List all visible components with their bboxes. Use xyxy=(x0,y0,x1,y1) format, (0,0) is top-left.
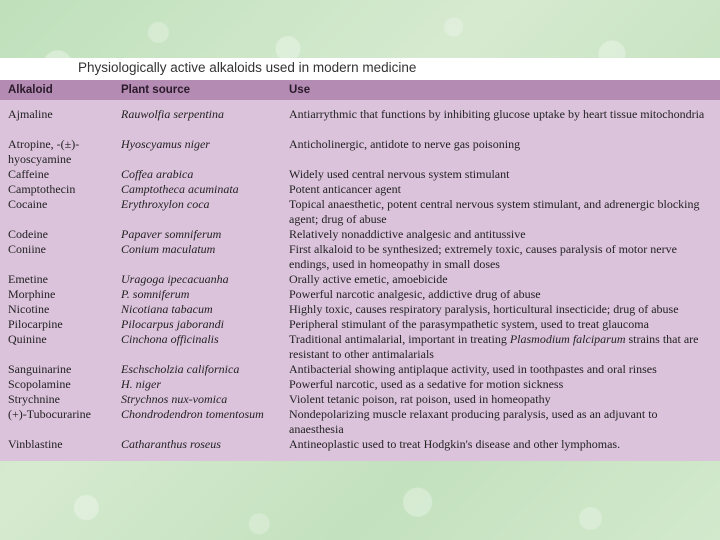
table-row xyxy=(0,287,720,302)
plant-source: Nicotiana tabacum xyxy=(121,302,213,316)
alkaloid-use: Highly toxic, causes respiratory paralysis, horticultural insecticide; drug of abuse xyxy=(289,302,679,316)
use-text-before: Traditional antimalarial, important in treating xyxy=(289,332,510,346)
table-row xyxy=(0,107,720,137)
table-row xyxy=(0,377,720,392)
plant-source: H. niger xyxy=(121,377,161,391)
alkaloid-use: Topical anaesthetic, potent central nervous system stimulant, and adrenergic blocking agent; drug of abuse xyxy=(289,197,700,226)
alkaloid-name: Emetine xyxy=(8,272,48,286)
alkaloid-use: Nondepolarizing muscle relaxant producing paralysis, used as an adjuvant to anaesthesia xyxy=(289,407,658,436)
alkaloid-use: Potent anticancer agent xyxy=(289,182,401,196)
plant-source: Rauwolfia serpentina xyxy=(121,107,224,121)
header-alkaloid: Alkaloid xyxy=(8,84,53,96)
plant-source: Hyoscyamus niger xyxy=(121,137,210,151)
plant-source: Chondrodendron tomentosum xyxy=(121,407,264,421)
alkaloid-name: Quinine xyxy=(8,332,47,346)
use-text-after: strains that are resistant to other antimalarials xyxy=(289,332,699,361)
caption-band xyxy=(0,58,720,80)
alkaloid-name: Ajmaline xyxy=(8,107,53,121)
alkaloid-use: Anticholinergic, antidote to nerve gas poisoning xyxy=(289,137,521,151)
alkaloid-name: Sanguinarine xyxy=(8,362,72,376)
table-row xyxy=(0,332,720,362)
table-row xyxy=(0,362,720,377)
alkaloid-use: Widely used central nervous system stimulant xyxy=(289,167,510,181)
table-row xyxy=(0,167,720,182)
alkaloid-name: Morphine xyxy=(8,287,56,301)
alkaloid-name: Nicotine xyxy=(8,302,50,316)
alkaloid-use: Orally active emetic, amoebicide xyxy=(289,272,448,286)
plant-source: Eschscholzia californica xyxy=(121,362,240,376)
alkaloid-use: Relatively nonaddictive analgesic and antitussive xyxy=(289,227,526,241)
alkaloid-name: Atropine, -(±)-hyoscyamine xyxy=(8,137,80,166)
alkaloid-use xyxy=(289,332,714,362)
plant-source: Conium maculatum xyxy=(121,242,216,256)
alkaloid-name: Pilocarpine xyxy=(8,317,63,331)
alkaloid-name: (+)-Tubocurarine xyxy=(8,407,91,421)
alkaloid-table xyxy=(0,80,720,461)
alkaloid-use: Antiarrythmic that functions by inhibiting glucose uptake by heart tissue mitochondria xyxy=(289,107,705,121)
alkaloid-name: Strychnine xyxy=(8,392,60,406)
alkaloid-name: Scopolamine xyxy=(8,377,71,391)
table-row xyxy=(0,182,720,197)
alkaloid-use: First alkaloid to be synthesized; extremely toxic, causes paralysis of motor nerve endings, used in homeopathy in small doses xyxy=(289,242,677,271)
alkaloid-name: Vinblastine xyxy=(8,437,63,451)
table-row xyxy=(0,437,720,452)
plant-source: Cinchona officinalis xyxy=(121,332,219,346)
table-header-row xyxy=(0,80,720,100)
header-use: Use xyxy=(289,84,311,96)
alkaloid-use: Powerful narcotic analgesic, addictive drug of abuse xyxy=(289,287,541,301)
plant-source: Pilocarpus jaborandi xyxy=(121,317,225,331)
plant-source: Catharanthus roseus xyxy=(121,437,221,451)
plant-source: Strychnos nux-vomica xyxy=(121,392,228,406)
alkaloid-name: Caffeine xyxy=(8,167,50,181)
table-row xyxy=(0,407,720,437)
plant-source: P. somniferum xyxy=(121,287,190,301)
table-row xyxy=(0,242,720,272)
use-text-species: Plasmodium falciparum xyxy=(509,332,626,346)
table-caption: Physiologically active alkaloids used in modern medicine xyxy=(78,60,417,75)
alkaloid-name: Camptothecin xyxy=(8,182,76,196)
alkaloid-use: Peripheral stimulant of the parasympathetic system, used to treat glaucoma xyxy=(289,317,649,331)
table-row xyxy=(0,272,720,287)
table-row xyxy=(0,197,720,227)
table-row xyxy=(0,317,720,332)
plant-source: Papaver somniferum xyxy=(121,227,222,241)
alkaloid-use: Violent tetanic poison, rat poison, used in homeopathy xyxy=(289,392,551,406)
alkaloid-name: Cocaine xyxy=(8,197,48,211)
table-row xyxy=(0,137,720,167)
table-body xyxy=(0,107,720,452)
alkaloid-use: Antibacterial showing antiplaque activity, used in toothpastes and oral rinses xyxy=(289,362,657,376)
plant-source: Erythroxylon coca xyxy=(121,197,210,211)
header-plant-source: Plant source xyxy=(121,84,191,96)
plant-source: Uragoga ipecacuanha xyxy=(121,272,229,286)
alkaloid-use: Powerful narcotic, used as a sedative for motion sickness xyxy=(289,377,564,391)
alkaloid-name: Codeine xyxy=(8,227,48,241)
alkaloid-use: Antineoplastic used to treat Hodgkin's disease and other lymphomas. xyxy=(289,437,621,451)
table-row xyxy=(0,392,720,407)
alkaloid-name: Coniine xyxy=(8,242,46,256)
table-row xyxy=(0,227,720,242)
plant-source: Camptotheca acuminata xyxy=(121,182,239,196)
plant-source: Coffea arabica xyxy=(121,167,194,181)
table-row xyxy=(0,302,720,317)
